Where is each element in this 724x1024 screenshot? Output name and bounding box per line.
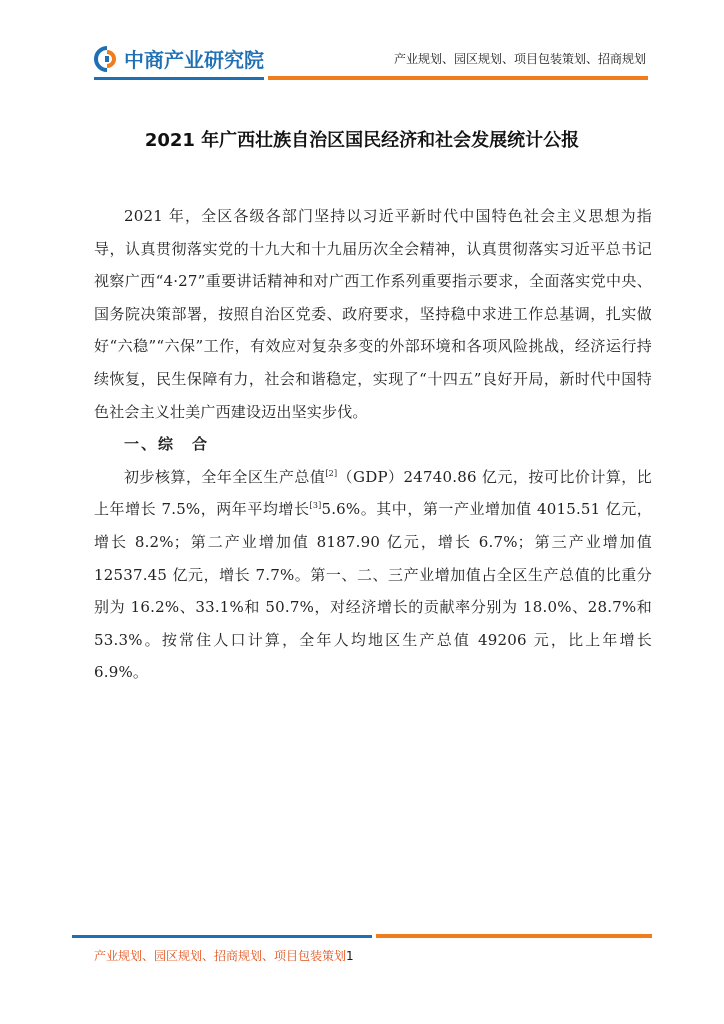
document-body [94,200,652,689]
section1-text-part2: （GDP）24740.86 亿元，按可比价计算，比上年增长 7.5%，两年平均增长 [94,467,652,519]
footnote-ref-2[interactable]: [2] [325,468,338,478]
footnote-ref-3[interactable]: [3] [309,501,322,511]
page-number: 1 [346,949,354,963]
footer-divider-blue [72,935,372,938]
intro-paragraph: 2021 年，全区各级各部门坚持以习近平新时代中国特色社会主义思想为指导，认真贯彻落实党的十九大和十九届历次全会精神，认真贯彻落实习近平总书记视察广西“4·27”重要讲话精神和对广西工作系列重要指示要求，全面落实党中央、国务院决策部署，按照自治区党委、政府要求，坚持稳中求进工作总基调，扎实做好“六稳”“六保”工作，有效应对复杂多变的外部环境和各项风险挑战，经济运行持续恢复，民生保障有力，社会和谐稳定，实现了“十四五”良好开局，新时代中国特色社会主义壮美广西建设迈出坚实步伐。 [94,207,652,421]
section1-paragraph [94,461,652,689]
header-divider-orange [268,76,648,80]
logo-text: 中商产业研究院 [124,48,264,72]
header-slogan: 产业规划、园区规划、项目包装策划、招商规划 [393,52,646,66]
logo-mark-icon [94,46,120,72]
document-title: 2021 年广西壮族自治区国民经济和社会发展统计公报 [144,130,580,151]
footer-slogan: 产业规划、园区规划、招商规划、项目包装策划 [94,949,347,963]
section1-text-part1: 初步核算，全年全区生产总值 [124,467,326,486]
footer-divider-orange [376,934,652,938]
logo [94,44,264,73]
page-header [0,0,724,90]
page-footer [94,947,354,964]
header-divider-blue [94,77,264,80]
section-heading: 一、综 合 [124,435,210,454]
section1-text-part3: 5.6%。其中，第一产业增加值 4015.51 亿元，增长 8.2%；第二产业增加值 8187.90 亿元，增长 6.7%；第三产业增加值 12537.45 亿元，增长 7.7%。第一、二、三产业增加值占全区生产总值的比重分别为 16.2%、33.1%和 50.7%，对经济增长的贡献率分别为 18.0%、28.7%和 53.3%。按常住人口计算，全年人均地区生产总值 49206 元，比上年增长 6.9%。 [94,500,653,682]
